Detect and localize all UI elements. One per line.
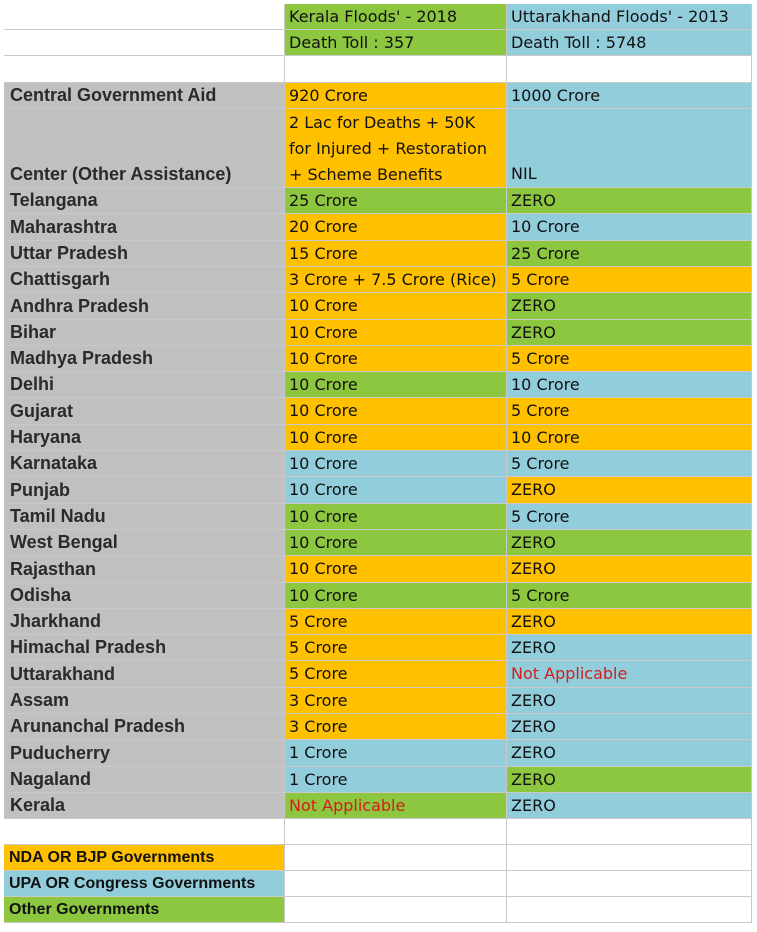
state-name: Assam xyxy=(4,688,285,714)
uttarakhand-aid-value: 5 Crore xyxy=(507,346,752,372)
uttarakhand-aid-value: ZERO xyxy=(507,293,752,320)
kerala-death-toll: Death Toll : 357 xyxy=(285,30,507,56)
kerala-aid-value: 5 Crore xyxy=(285,661,507,688)
uttarakhand-aid-value: Not Applicable xyxy=(507,661,752,688)
state-name: Tamil Nadu xyxy=(4,504,285,530)
spacer-cell xyxy=(507,871,752,897)
uttarakhand-aid-value: 5 Crore xyxy=(507,267,752,293)
spacer-cell xyxy=(4,819,285,845)
central-aid-kerala: 920 Crore xyxy=(285,83,507,109)
spacer-cell xyxy=(507,56,752,83)
state-name: Uttarakhand xyxy=(4,661,285,688)
state-name: Puducherry xyxy=(4,740,285,767)
uttarakhand-aid-value: 10 Crore xyxy=(507,214,752,241)
state-name: West Bengal xyxy=(4,530,285,556)
kerala-aid-value: 20 Crore xyxy=(285,214,507,241)
kerala-aid-value: 3 Crore + 7.5 Crore (Rice) xyxy=(285,267,507,293)
kerala-header-title: Kerala Floods' - 2018 xyxy=(285,4,507,30)
kerala-aid-value: 10 Crore xyxy=(285,451,507,477)
spacer-cell xyxy=(507,819,752,845)
uttarakhand-aid-value: 25 Crore xyxy=(507,241,752,267)
uttarakhand-header-title: Uttarakhand Floods' - 2013 xyxy=(507,4,752,30)
spacer-cell xyxy=(285,897,507,923)
state-name: Uttar Pradesh xyxy=(4,241,285,267)
uttarakhand-aid-value: 10 Crore xyxy=(507,425,752,451)
state-name: Rajasthan xyxy=(4,556,285,583)
state-name: Jharkhand xyxy=(4,609,285,635)
kerala-aid-value: 25 Crore xyxy=(285,188,507,214)
kerala-aid-value: Not Applicable xyxy=(285,793,507,819)
spacer-cell xyxy=(285,845,507,871)
uttarakhand-death-toll: Death Toll : 5748 xyxy=(507,30,752,56)
state-name: Gujarat xyxy=(4,398,285,425)
kerala-aid-value: 10 Crore xyxy=(285,398,507,425)
kerala-aid-value: 10 Crore xyxy=(285,346,507,372)
state-name: Nagaland xyxy=(4,767,285,793)
kerala-aid-value: 10 Crore xyxy=(285,372,507,398)
uttarakhand-aid-value: ZERO xyxy=(507,188,752,214)
kerala-aid-value: 10 Crore xyxy=(285,320,507,346)
uttarakhand-aid-value: ZERO xyxy=(507,740,752,767)
legend-item: Other Governments xyxy=(4,897,285,923)
header-blank-cell xyxy=(4,30,285,56)
kerala-aid-value: 3 Crore xyxy=(285,714,507,740)
header-blank-cell xyxy=(4,4,285,30)
uttarakhand-aid-value: 5 Crore xyxy=(507,583,752,609)
uttarakhand-aid-value: ZERO xyxy=(507,609,752,635)
uttarakhand-aid-value: ZERO xyxy=(507,688,752,714)
state-name: Karnataka xyxy=(4,451,285,477)
state-name: Bihar xyxy=(4,320,285,346)
state-name: Maharashtra xyxy=(4,214,285,241)
uttarakhand-aid-value: ZERO xyxy=(507,793,752,819)
uttarakhand-aid-value: ZERO xyxy=(507,320,752,346)
state-name: Punjab xyxy=(4,477,285,504)
other-assistance-label: Center (Other Assistance) xyxy=(4,109,285,188)
uttarakhand-aid-value: ZERO xyxy=(507,530,752,556)
uttarakhand-aid-value: ZERO xyxy=(507,477,752,504)
spacer-cell xyxy=(4,56,285,83)
state-name: Himachal Pradesh xyxy=(4,635,285,661)
kerala-aid-value: 10 Crore xyxy=(285,293,507,320)
state-name: Kerala xyxy=(4,793,285,819)
kerala-aid-value: 10 Crore xyxy=(285,425,507,451)
kerala-aid-value: 10 Crore xyxy=(285,504,507,530)
kerala-aid-value: 5 Crore xyxy=(285,635,507,661)
spacer-cell xyxy=(285,871,507,897)
kerala-aid-value: 10 Crore xyxy=(285,583,507,609)
kerala-aid-value: 3 Crore xyxy=(285,688,507,714)
uttarakhand-aid-value: 5 Crore xyxy=(507,504,752,530)
kerala-aid-value: 1 Crore xyxy=(285,767,507,793)
state-name: Delhi xyxy=(4,372,285,398)
state-name: Odisha xyxy=(4,583,285,609)
uttarakhand-aid-value: ZERO xyxy=(507,714,752,740)
spacer-cell xyxy=(285,819,507,845)
central-aid-uttarakhand: 1000 Crore xyxy=(507,83,752,109)
uttarakhand-aid-value: ZERO xyxy=(507,556,752,583)
other-assistance-uttarakhand: NIL xyxy=(507,109,752,188)
spacer-cell xyxy=(285,56,507,83)
uttarakhand-aid-value: ZERO xyxy=(507,635,752,661)
kerala-aid-value: 5 Crore xyxy=(285,609,507,635)
uttarakhand-aid-value: 5 Crore xyxy=(507,451,752,477)
uttarakhand-aid-value: ZERO xyxy=(507,767,752,793)
kerala-aid-value: 1 Crore xyxy=(285,740,507,767)
state-name: Arunanchal Pradesh xyxy=(4,714,285,740)
state-name: Andhra Pradesh xyxy=(4,293,285,320)
kerala-aid-value: 10 Crore xyxy=(285,556,507,583)
state-name: Haryana xyxy=(4,425,285,451)
state-name: Madhya Pradesh xyxy=(4,346,285,372)
uttarakhand-aid-value: 10 Crore xyxy=(507,372,752,398)
state-name: Chattisgarh xyxy=(4,267,285,293)
spacer-cell xyxy=(507,897,752,923)
kerala-aid-value: 10 Crore xyxy=(285,477,507,504)
legend-item: UPA OR Congress Governments xyxy=(4,871,285,897)
central-aid-label: Central Government Aid xyxy=(4,83,285,109)
spacer-cell xyxy=(507,845,752,871)
other-assistance-kerala: 2 Lac for Deaths + 50K for Injured + Restoration + Scheme Benefits xyxy=(285,109,507,188)
state-name: Telangana xyxy=(4,188,285,214)
legend-item: NDA OR BJP Governments xyxy=(4,845,285,871)
uttarakhand-aid-value: 5 Crore xyxy=(507,398,752,425)
kerala-aid-value: 15 Crore xyxy=(285,241,507,267)
kerala-aid-value: 10 Crore xyxy=(285,530,507,556)
